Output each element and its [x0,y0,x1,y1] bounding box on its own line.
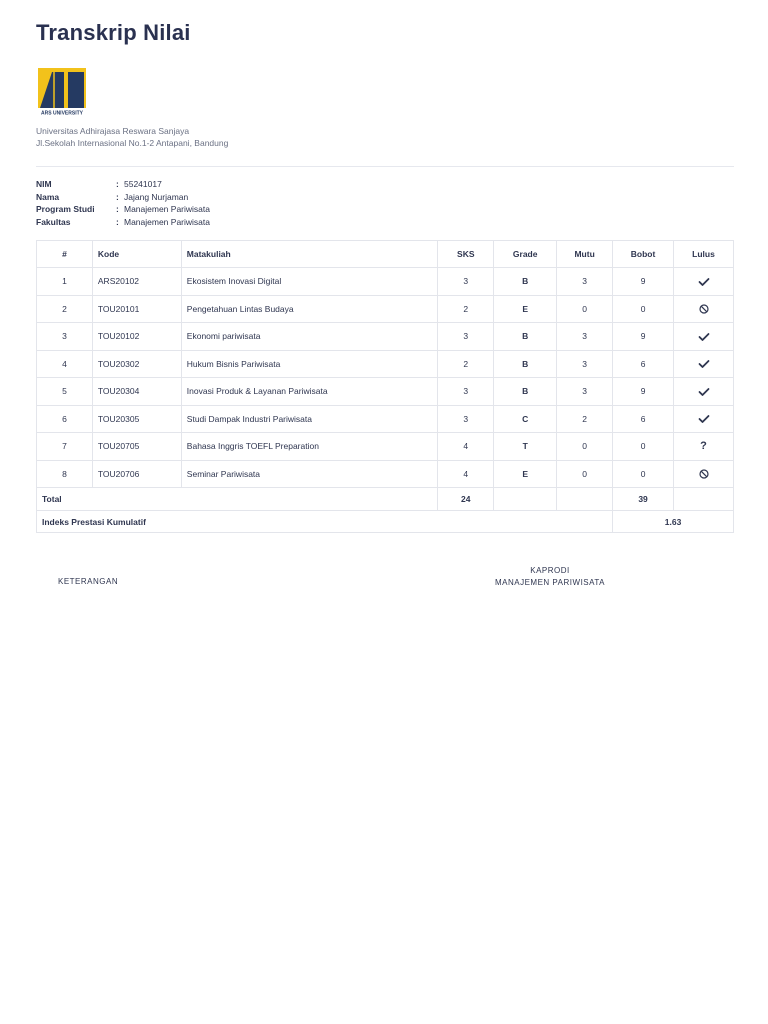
row-bobot: 9 [613,378,674,406]
row-matakuliah: Ekonomi pariwisata [181,323,438,351]
row-lulus [674,350,734,378]
row-sks: 2 [438,295,494,323]
info-label: Nama [36,191,60,202]
row-mutu: 0 [557,295,613,323]
table-row [37,268,734,296]
total-row [37,488,734,511]
col-header-no: # [37,241,93,268]
check-icon [698,413,710,423]
row-matakuliah: Bahasa Inggris TOEFL Preparation [181,433,438,461]
check-icon [698,331,710,341]
info-colon: : [116,204,119,214]
row-kode: TOU20705 [92,433,181,461]
row-bobot: 0 [613,295,674,323]
row-no: 8 [37,460,93,488]
row-kode: TOU20302 [92,350,181,378]
col-header-lulus: Lulus [674,241,734,268]
row-matakuliah: Studi Dampak Industri Pariwisata [181,405,438,433]
row-no: 2 [37,295,93,323]
row-grade: E [494,460,557,488]
row-mutu: 2 [557,405,613,433]
table-header-row [37,241,734,268]
table-row [37,433,734,461]
row-kode: TOU20305 [92,405,181,433]
row-matakuliah: Inovasi Produk & Layanan Pariwisata [181,378,438,406]
row-kode: TOU20706 [92,460,181,488]
row-no: 5 [37,378,93,406]
row-grade: B [494,268,557,296]
check-icon [698,386,710,396]
row-no: 4 [37,350,93,378]
row-mutu: 3 [557,350,613,378]
row-bobot: 0 [613,433,674,461]
row-lulus [674,405,734,433]
university-name: Universitas Adhirajasa Reswara Sanjaya [36,126,190,136]
total-grade-empty [494,488,557,511]
row-lulus [674,378,734,406]
row-bobot: 6 [613,405,674,433]
info-colon: : [116,179,119,189]
row-matakuliah: Pengetahuan Lintas Budaya [181,295,438,323]
row-mutu: 3 [557,268,613,296]
total-bobot: 39 [613,488,674,511]
ipk-label: Indeks Prestasi Kumulatif [37,511,613,533]
keterangan-label: KETERANGAN [58,577,119,586]
row-no: 3 [37,323,93,351]
info-label: NIM [36,179,52,189]
question-icon: ? [700,440,707,453]
row-grade: B [494,350,557,378]
info-value-nim: 55241017 [124,179,162,189]
col-header-kode: Kode [92,241,181,268]
info-value-program-studi: Manajemen Pariwisata [124,204,210,214]
total-sks: 24 [438,488,494,511]
check-icon [698,358,710,368]
row-sks: 3 [438,405,494,433]
row-sks: 4 [438,460,494,488]
row-kode: ARS20102 [92,268,181,296]
info-row-nama [36,191,210,204]
row-no: 6 [37,405,93,433]
total-mutu-empty [557,488,613,511]
row-matakuliah: Ekosistem Inovasi Digital [181,268,438,296]
kaprodi-program: MANAJEMEN PARIWISATA [494,577,605,587]
row-sks: 3 [438,268,494,296]
info-row-program-studi [36,203,210,216]
col-header-grade: Grade [494,241,557,268]
university-logo [38,68,86,116]
row-mutu: 0 [557,460,613,488]
row-lulus [674,295,734,323]
row-lulus [674,323,734,351]
row-mutu: 3 [557,323,613,351]
row-lulus [674,433,734,461]
row-lulus [674,268,734,296]
kaprodi-signature-block [490,565,610,588]
total-label: Total [37,488,438,511]
ban-icon [699,468,709,478]
row-kode: TOU20102 [92,323,181,351]
info-value-nama: Jajang Nurjaman [124,191,189,202]
table-row [37,323,734,351]
row-kode: TOU20304 [92,378,181,406]
total-lulus-empty [674,488,734,511]
col-header-bobot: Bobot [613,241,674,268]
table-row [37,350,734,378]
row-no: 7 [37,433,93,461]
student-info [36,178,210,228]
row-bobot: 9 [613,323,674,351]
col-header-matakuliah: Matakuliah [181,241,438,268]
info-value-fakultas: Manajemen Pariwisata [124,216,210,227]
row-grade: B [494,323,557,351]
check-icon [698,276,710,286]
ipk-value: 1.63 [613,511,734,533]
row-bobot: 0 [613,460,674,488]
header-divider [36,166,734,167]
grades-table [36,240,734,533]
ban-icon [699,303,709,313]
row-grade: B [494,378,557,406]
row-grade: C [494,405,557,433]
ipk-row [37,511,734,533]
row-grade: E [494,295,557,323]
row-lulus [674,460,734,488]
info-row-nim [36,178,210,191]
row-mutu: 3 [557,378,613,406]
row-sks: 3 [438,323,494,351]
row-sks: 4 [438,433,494,461]
logo-text: ARS UNIVERSITY [41,110,83,116]
table-row [37,405,734,433]
kaprodi-title: KAPRODI [530,566,570,575]
row-no: 1 [37,268,93,296]
info-label: Fakultas [36,216,71,227]
row-sks: 2 [438,350,494,378]
row-matakuliah: Hukum Bisnis Pariwisata [181,350,438,378]
row-bobot: 6 [613,350,674,378]
row-matakuliah: Seminar Pariwisata [181,460,438,488]
row-mutu: 0 [557,433,613,461]
university-address: Jl.Sekolah Internasional No.1-2 Antapani, Bandung [36,138,229,148]
row-sks: 3 [438,378,494,406]
university-address-block [36,125,228,149]
col-header-sks: SKS [438,241,494,268]
table-row [37,378,734,406]
info-row-fakultas [36,216,210,229]
table-row [37,295,734,323]
table-row [37,460,734,488]
col-header-mutu: Mutu [557,241,613,268]
row-bobot: 9 [613,268,674,296]
row-kode: TOU20101 [92,295,181,323]
row-grade: T [494,433,557,461]
page-title: Transkrip Nilai [36,20,191,45]
info-label: Program Studi [36,204,95,214]
info-colon: : [116,191,119,202]
info-colon: : [116,216,119,227]
